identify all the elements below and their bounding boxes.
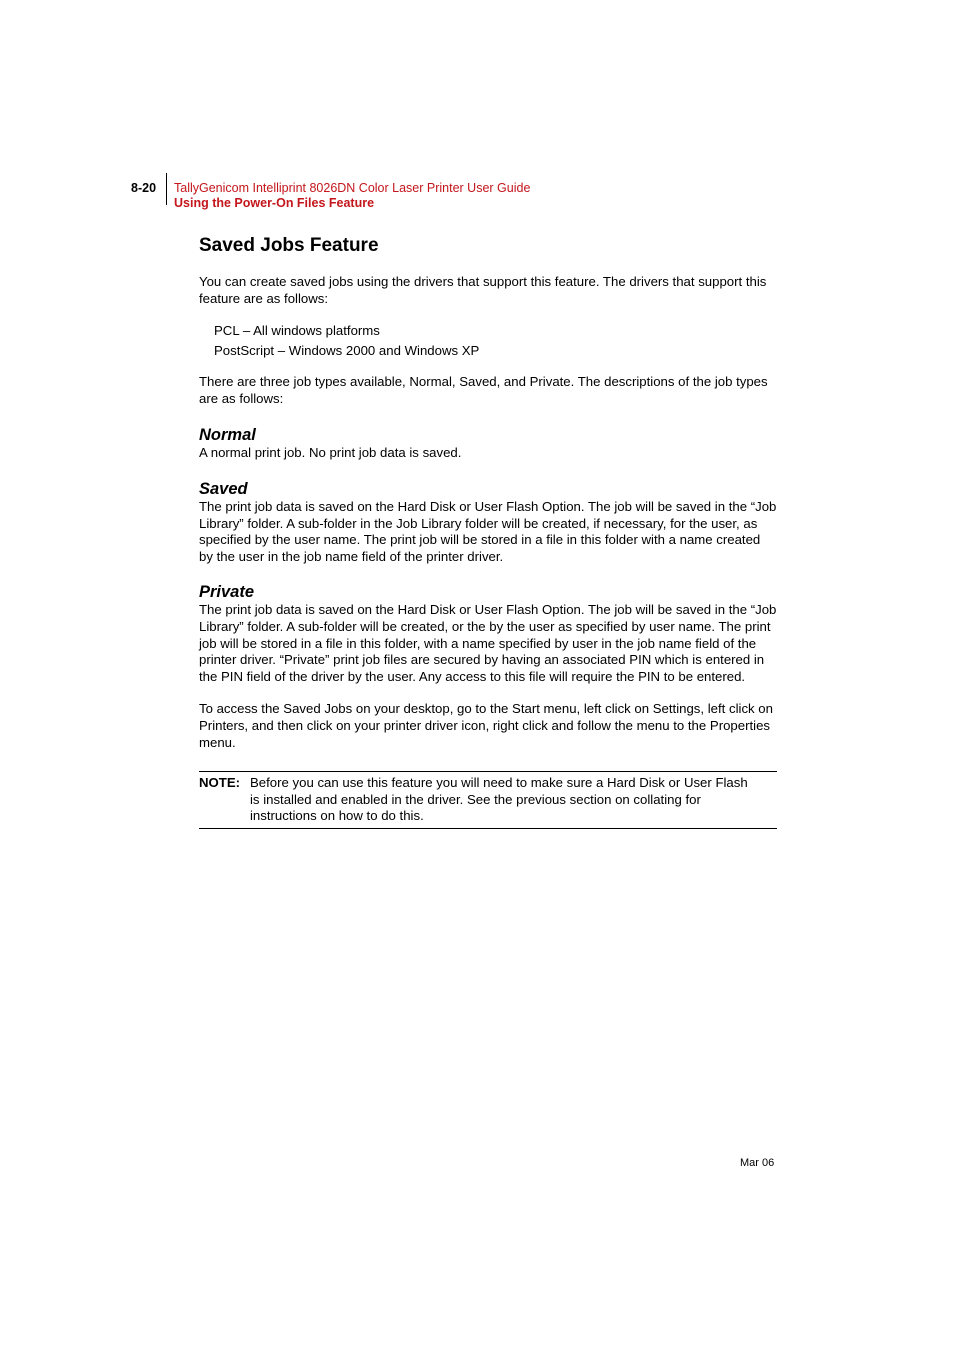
private-heading: Private — [199, 583, 255, 602]
header-divider — [166, 173, 167, 205]
page-number: 8-20 — [131, 181, 157, 195]
note-text: Before you can use this feature you will need to make sure a Hard Disk or User Flash is installed and enabled in the driver. See the previous section on collating for instructions on how to do this. — [250, 775, 748, 824]
job-types-intro: There are three job types available, Normal, Saved, and Private. The descriptions of the job types are as follows: — [199, 374, 768, 406]
private-description: The print job data is saved on the Hard Disk or User Flash Option. The job will be saved in the “Job Library” folder. A sub-folder will be created, or the by the user as specified by user name. The print job will be stored in a file in this folder, with a name specified by user in the job name field of the printer driver. “Private” print job files are secured by having an associated PIN which is entered in the PIN field of the driver by the user. Any access to this file will require the PIN to be entered. — [199, 602, 777, 684]
note-label: NOTE: — [199, 775, 241, 791]
platform-list — [199, 321, 777, 361]
page-title: Saved Jobs Feature — [199, 235, 379, 256]
normal-heading: Normal — [199, 426, 256, 445]
saved-description: The print job data is saved on the Hard Disk or User Flash Option. The job will be saved in the “Job Library” folder. A sub-folder in the Job Library folder will be created, if necessary, for the user, as specified by the user name. The print job will be stored in a file in this folder with a name created by the user in the job name field of the printer driver. — [199, 498, 777, 564]
normal-description: A normal print job. No print job data is saved. — [199, 445, 462, 461]
intro-paragraph: You can create saved jobs using the drivers that support this feature. The drivers that support this feature are as follows: — [199, 274, 767, 306]
footer-date: Mar 06 — [740, 1157, 775, 1169]
section-title: Using the Power-On Files Feature — [174, 196, 375, 210]
platform-item-postscript: PostScript – Windows 2000 and Windows XP — [214, 343, 480, 359]
main-content — [199, 234, 777, 829]
access-paragraph: To access the Saved Jobs on your desktop, go to the Start menu, left click on Settings, left click on Printers, and then click on your printer driver icon, right click and follow the menu to the Properties menu. — [199, 701, 773, 750]
guide-title: TallyGenicom Intelliprint 8026DN Color Laser Printer User Guide — [174, 181, 531, 195]
platform-item-pcl: PCL – All windows platforms — [214, 323, 380, 339]
note-box — [199, 771, 777, 829]
saved-heading: Saved — [199, 479, 248, 498]
